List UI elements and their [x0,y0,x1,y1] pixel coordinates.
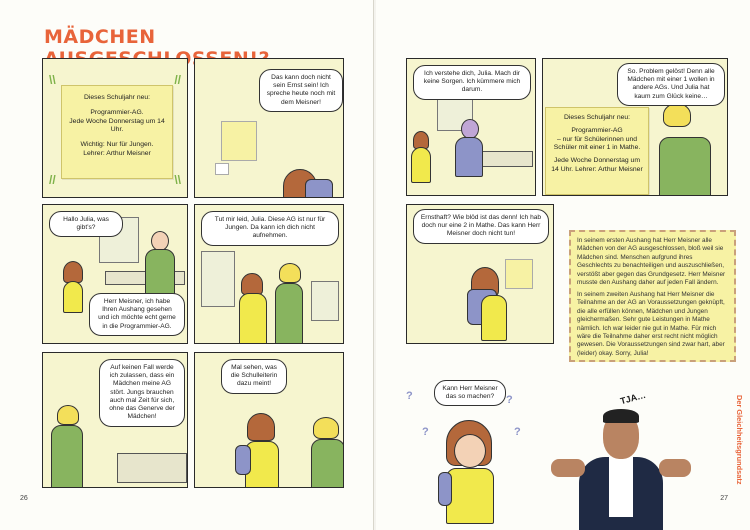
comic-panel-2 [194,58,344,198]
backpack [235,445,251,475]
question-mark-icon: ? [422,426,429,438]
notice-paper [545,107,649,195]
girl-body [63,281,83,313]
teacher-body [311,439,344,488]
speech-bubble: Das kann doch nicht sein Ernst sein! Ich spreche heute noch mit dem Meisner! [259,69,343,112]
principal-body [455,137,483,177]
notice-line: Wichtig: Nur für Jungen. [80,141,154,149]
comic-panel-7 [406,58,536,196]
shock-burst-icon: \\ [49,73,56,87]
girl-body [411,147,431,183]
comic-panel-3 [42,204,188,344]
speech-bubble: Herr Meisner, ich habe Ihren Aushang gesehen und ich möchte echt gerne in die Programmier-AG. [89,293,185,336]
wall-notice [215,163,229,175]
window [311,281,339,321]
window [201,251,235,307]
tja-caption: TJA… [619,389,647,407]
desk [475,151,533,167]
comic-panel-9 [406,204,554,344]
notice-line: – nur für Schülerinnen und Schüler mit einer 1 in Mathe. [553,135,641,152]
teacher-body [659,137,711,196]
teacher-hair [313,417,339,439]
teacher-body [51,425,83,488]
teacher-hair [57,405,79,425]
vertical-label-text: Der Gleichheitsgrundsatz [735,395,744,485]
notice-line: Programmier-AG. [90,108,144,116]
teacher-body [275,283,303,344]
girl-figure [406,376,526,530]
left-page [0,0,374,530]
girl-hair [241,273,263,295]
shock-burst-icon: \\ [174,173,181,187]
teacher-body [145,249,175,297]
speech-bubble: Tut mir leid, Julia. Diese AG ist nur für Jungen. Da kann ich dich nicht aufnehmen. [201,211,339,246]
wall-notice [505,259,533,289]
girl-hair [247,413,275,441]
speech-bubble: So. Problem gelöst! Denn alle Mädchen mit einer 1 wollen in andere AGs. Und Julia hat kaum zum Glück keine… [617,63,725,106]
speech-bubble: Hallo Julia, was gibt’s? [49,211,123,237]
presenter-hand [659,459,691,477]
speech-bubble: Kann Herr Meisner das so machen? [434,380,506,406]
comic-panel-8 [542,58,728,196]
comic-panel-5 [42,352,188,488]
vertical-label [732,395,744,505]
girl-body [446,468,494,524]
backpack [438,472,452,506]
teacher-hair [279,263,301,283]
speech-bubble: Ich verstehe dich, Julia. Mach dir keine Sorgen. Ich kümmere mich darum. [413,65,531,100]
page-number: 26 [20,495,28,502]
notice-line: Dieses Schuljahr neu: [83,94,151,101]
info-paragraph: In seinem ersten Aushang hat Herr Meisner alle Mädchen von der AG ausgeschlossen, bloß weil sie Mädchen sind. Menschen aufgrund ihres Geschlechts zu benachteiligen und auszuschließen, verstößt aber gegen das Grundgesetz. Herr Meisner musste den Aushang daher auf jeden Fall ändern. [577,237,726,287]
question-mark-icon: ? [506,394,513,406]
comic-panel-6 [194,352,344,488]
presenter-shirt [609,457,633,517]
info-box [569,230,736,362]
backpack [305,179,333,198]
wall-notice [221,121,257,161]
notice-paper [61,85,173,179]
teacher-hair [663,103,691,127]
speech-bubble: Ernsthaft? Wie blöd ist das denn! Ich hab doch nur eine 2 in Mathe. Das kann Herr Meisner doch nicht tun! [413,209,549,244]
page-number: 27 [720,495,728,502]
info-paragraph: In seinem zweiten Aushang hat Herr Meisner die Teilnahme an der AG an Voraussetzungen geknüpft, die alle erfüllen können, Mädchen und Jungen gleichermaßen. Sehr gute Leistungen in Mathe nämlich. Ich war leider nie gut in Mathe. Für mich wäre die Teilnahme daher erst recht nicht möglich gewesen. Die Voraussetzungen sind zwar hart, aber (leider) okay. Sorry, Julia! [577,290,725,357]
question-mark-icon: ? [406,390,413,402]
notice-line: Jede Woche Donnerstag um 14 Uhr. [69,117,165,134]
girl-hair [63,261,83,283]
desk [117,453,187,483]
right-page [376,0,750,530]
shock-burst-icon: // [49,173,56,187]
presenter-hair [603,409,639,423]
notice-line: Lehrer: Arthur Meisner [83,150,151,158]
notice-line: Programmier-AG [571,126,623,134]
speech-bubble: Auf keinen Fall werde ich zulassen, dass ein Mädchen meine AG stört. Jungs brauchen auch mal Zeit für sich, ohne das Generve der Mädchen! [99,359,185,427]
comic-panel-1 [42,58,188,198]
page-title: MÄDCHEN [44,26,156,48]
presenter-hand [551,459,585,477]
speech-bubble: Mal sehen, was die Schulleiterin dazu meint! [221,359,287,394]
teacher-head [151,231,169,251]
question-mark-icon: ? [514,426,521,438]
girl-body [481,295,507,341]
comic-panel-4 [194,204,344,344]
girl-body [239,293,267,344]
notice-line: Jede Woche Donnerstag um 14 Uhr. Lehrer: Arthur Meisner [551,157,643,174]
notice-line: Dieses Schuljahr neu: [563,114,631,121]
girl-head [454,434,486,468]
presenter-figure [551,395,691,530]
shock-burst-icon: // [174,73,181,87]
principal-head [461,119,479,139]
